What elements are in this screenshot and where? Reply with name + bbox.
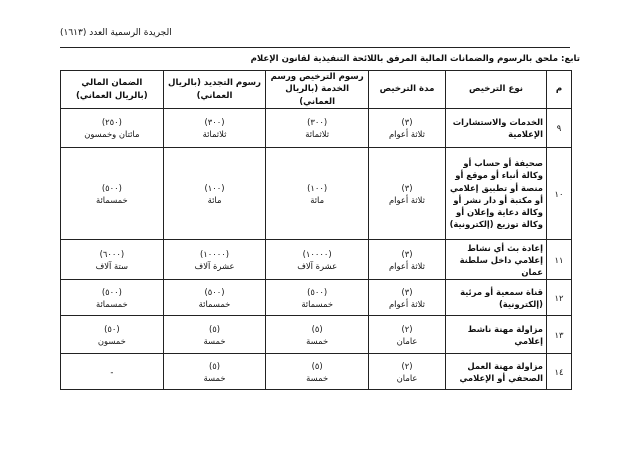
issuance-words: ثلاثمائة: [305, 129, 330, 140]
license-type: [446, 316, 547, 354]
gazette-issue-header: الجريدة الرسمية العدد (١٦١٣): [60, 28, 172, 38]
duration-cell: [369, 354, 446, 390]
issuance-value: (١٠٠٠٠): [302, 248, 332, 259]
renewal-value: (٥): [208, 323, 221, 334]
table-row: [61, 240, 572, 280]
row-number: [547, 148, 572, 240]
issuance-fee-cell: [266, 280, 369, 316]
col-header-issuance: رسوم الترخيص ورسم الخدمة (بالريال العماني): [266, 71, 369, 109]
license-type: [446, 354, 547, 390]
renewal-fee-cell: [163, 148, 266, 240]
guarantee-value: -: [110, 366, 114, 377]
row-number-text: ٩: [556, 123, 562, 134]
issuance-value: (٥): [311, 360, 323, 371]
row-number-text: ١٢: [554, 292, 564, 303]
issuance-words: مائة: [310, 194, 325, 205]
renewal-words: خمسة: [203, 335, 226, 346]
duration-cell: [369, 148, 446, 240]
duration-cell: [369, 109, 446, 148]
row-number-text: ١٤: [554, 366, 564, 377]
table-row: [61, 280, 572, 316]
issuance-value: (١٠٠): [307, 182, 328, 193]
guarantee-cell: [61, 148, 164, 240]
renewal-words: ثلاثمائة: [202, 129, 227, 140]
row-number-text: ١٠: [554, 188, 564, 199]
guarantee-value: (٢٥٠): [101, 117, 122, 128]
license-type: [446, 280, 547, 316]
col-header-type: نوع الترخيص: [446, 71, 547, 109]
col-header-renewal: رسوم التجديد (بالريال العماني): [163, 71, 266, 109]
renewal-value: (١٠٠٠٠): [199, 248, 230, 259]
table-caption: تابع: ملحق بالرسوم والضمانات المالية المرفق باللائحة التنفيذية لقانون الإعلام: [250, 54, 580, 64]
license-type-text: الخدمات والاستشارات الإعلامية: [452, 117, 543, 140]
guarantee-value: (٥٠٠): [101, 286, 122, 297]
license-type: [446, 240, 547, 280]
issuance-fee-cell: [266, 240, 369, 280]
duration-cell: [369, 240, 446, 280]
table-row: [61, 316, 572, 354]
col-header-duration: مدة الترخيص: [369, 71, 446, 109]
license-type: [446, 148, 547, 240]
table-row: [61, 148, 572, 240]
issuance-words: عشرة آلاف: [297, 260, 338, 271]
fees-table: [60, 70, 572, 390]
license-type-text: مزاولة مهنة العمل الصحفي أو الإعلامي: [459, 360, 543, 383]
renewal-value: (٥٠٠): [204, 286, 225, 297]
issuance-fee-cell: [266, 316, 369, 354]
duration-words: ثلاثة أعوام: [389, 129, 425, 140]
guarantee-value: (٥٠): [104, 323, 120, 334]
duration-words: ثلاثة أعوام: [389, 298, 425, 309]
issuance-fee-cell: [266, 109, 369, 148]
issuance-words: خمسة: [306, 372, 329, 383]
guarantee-words: مائتان وخمسون: [84, 129, 140, 140]
issuance-value: (٥٠٠): [307, 286, 328, 297]
guarantee-cell: [61, 109, 164, 148]
license-type-text: صحيفة أو حساب أو وكالة أنباء أو موقع أو منصة أو تطبيق إعلامي أو مكتبة أو دار نشر أو وكالة دعاية وإعلان أو وكالة توزيع (إلكترونية): [449, 158, 543, 230]
guarantee-cell: [61, 354, 164, 390]
duration-value: (٣): [401, 182, 413, 193]
guarantee-words: خمسمائة: [95, 298, 128, 309]
renewal-fee-cell: [163, 240, 266, 280]
duration-value: (٢): [401, 360, 413, 371]
renewal-fee-cell: [163, 280, 266, 316]
col-header-guarantee: الضمان المالي (بالريال العماني): [61, 71, 164, 109]
guarantee-cell: [61, 240, 164, 280]
guarantee-value: (٦٠٠٠): [99, 248, 125, 259]
duration-words: عامان: [396, 372, 418, 383]
renewal-words: عشرة آلاف: [194, 260, 235, 271]
col-header-num: م: [547, 71, 572, 109]
issuance-words: خمسة: [306, 335, 329, 346]
issuance-words: خمسمائة: [301, 298, 334, 309]
guarantee-cell: [61, 316, 164, 354]
license-type-text: مزاولة مهنة ناشط إعلامي: [467, 323, 543, 346]
license-type: [446, 109, 547, 148]
renewal-fee-cell: [163, 109, 266, 148]
license-type-text: إعادة بث أي نشاط إعلامي داخل سلطنة عمان: [459, 242, 543, 277]
renewal-value: (٥): [208, 360, 221, 371]
row-number: [547, 354, 572, 390]
issuance-value: (٣٠٠): [307, 117, 328, 128]
guarantee-words: خمسون: [97, 335, 126, 346]
duration-words: ثلاثة أعوام: [389, 260, 425, 271]
duration-words: ثلاثة أعوام: [389, 194, 425, 205]
row-number: [547, 280, 572, 316]
guarantee-value: (٥٠٠): [101, 182, 122, 193]
row-number-text: ١١: [554, 254, 564, 265]
header-divider: [60, 47, 570, 48]
duration-value: (٢): [401, 323, 413, 334]
duration-value: (٣): [401, 117, 413, 128]
guarantee-words: ستة آلاف: [95, 260, 129, 271]
renewal-value: (١٠٠): [204, 182, 225, 193]
guarantee-cell: [61, 280, 164, 316]
guarantee-words: خمسمائة: [95, 194, 128, 205]
renewal-words: مائة: [207, 194, 222, 205]
issuance-fee-cell: [266, 148, 369, 240]
duration-value: (٣): [401, 248, 413, 259]
renewal-words: خمسة: [203, 372, 226, 383]
duration-words: عامان: [396, 335, 418, 346]
license-type-text: قناة سمعية أو مرئية (إلكترونية): [460, 286, 543, 309]
renewal-value: (٣٠٠): [204, 117, 225, 128]
renewal-fee-cell: [163, 354, 266, 390]
table-row: [61, 354, 572, 390]
renewal-fee-cell: [163, 316, 266, 354]
duration-cell: [369, 316, 446, 354]
duration-value: (٣): [401, 286, 413, 297]
table-header-row: [61, 71, 572, 109]
duration-cell: [369, 280, 446, 316]
row-number-text: ١٣: [554, 329, 564, 340]
row-number: [547, 240, 572, 280]
issuance-fee-cell: [266, 354, 369, 390]
table-row: [61, 109, 572, 148]
row-number: [547, 109, 572, 148]
issuance-value: (٥): [311, 323, 323, 334]
row-number: [547, 316, 572, 354]
renewal-words: خمسمائة: [198, 298, 231, 309]
